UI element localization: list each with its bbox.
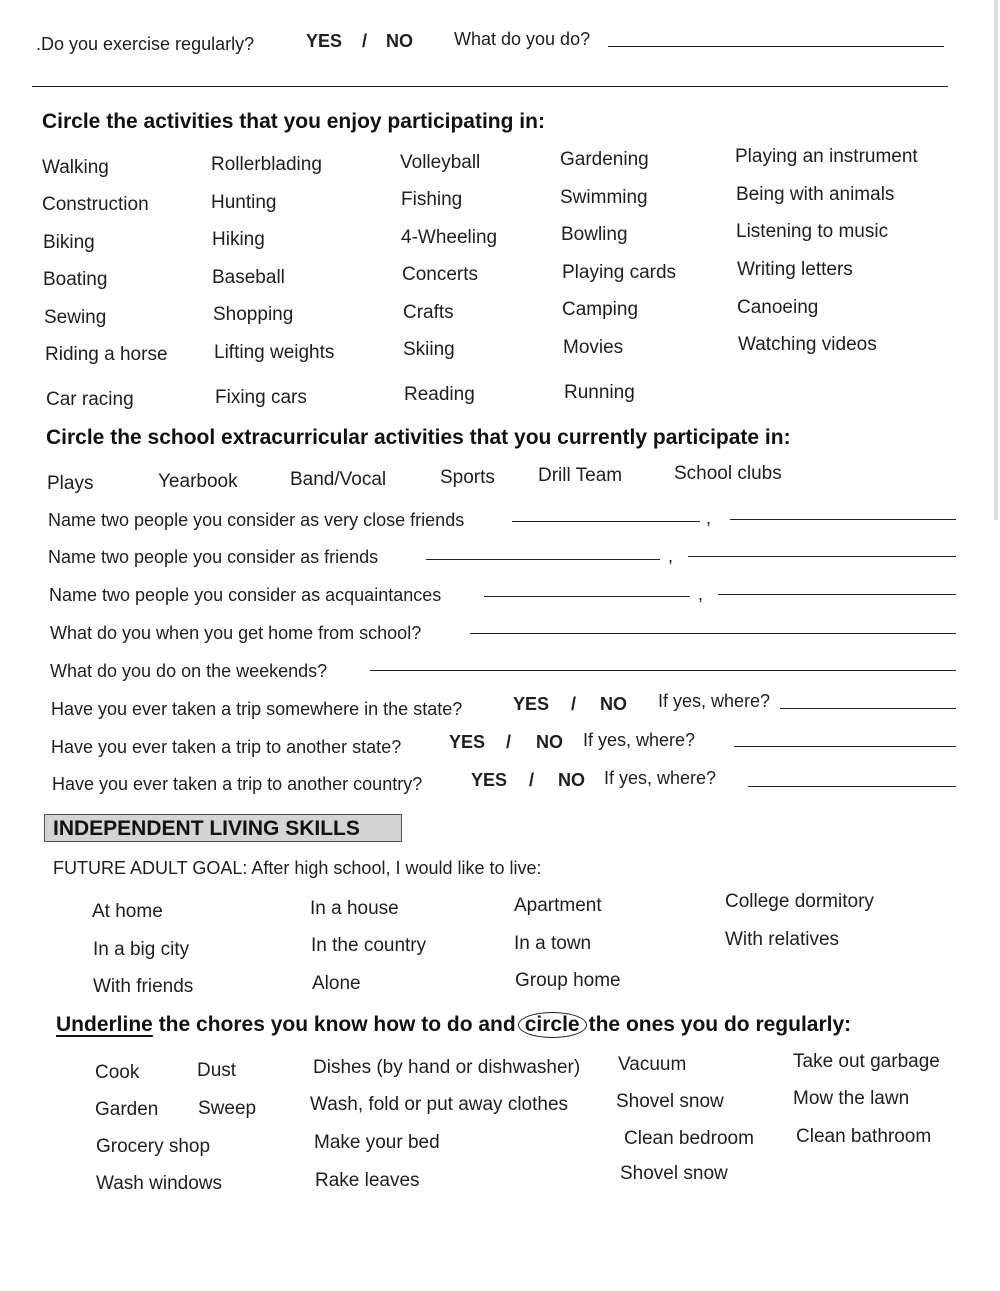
comma: , (698, 584, 704, 604)
activity-item[interactable]: Boating (43, 269, 108, 290)
activity-item[interactable]: Sewing (44, 307, 107, 328)
chore-item[interactable]: Rake leaves (315, 1170, 420, 1191)
scan-edge (994, 0, 998, 520)
activities-heading: Circle the activities that you enjoy participating in: (42, 110, 545, 133)
trip-country-question: Have you ever taken a trip to another country? (52, 774, 423, 794)
trip-state-question: Have you ever taken a trip somewhere in the state? (51, 699, 463, 719)
trip-country-no[interactable]: NO (558, 770, 585, 790)
chore-item[interactable]: Shovel snow (620, 1163, 728, 1184)
activity-item[interactable]: Watching videos (738, 334, 877, 355)
activity-item[interactable]: Movies (563, 337, 624, 358)
activity-item[interactable]: Swimming (560, 187, 648, 208)
activity-item[interactable]: Shopping (213, 304, 294, 325)
living-option[interactable]: At home (92, 901, 163, 922)
friend-1-line[interactable] (426, 559, 660, 560)
chore-item[interactable]: Take out garbage (793, 1051, 940, 1072)
weekends-line[interactable] (370, 670, 956, 671)
trip-state-slash: / (571, 694, 577, 714)
activity-item[interactable]: Camping (562, 299, 639, 320)
activity-item[interactable]: Volleyball (400, 152, 481, 173)
exercise-followup: What do you do? (454, 29, 591, 49)
trip-another-state-yes[interactable]: YES (449, 732, 486, 752)
activity-item[interactable]: Running (564, 382, 635, 403)
activity-item[interactable]: Reading (404, 384, 475, 405)
activity-item[interactable]: Fishing (401, 189, 463, 210)
chore-item[interactable]: Clean bathroom (796, 1126, 932, 1147)
chore-item[interactable]: Wash windows (96, 1173, 223, 1194)
activity-item[interactable]: Concerts (402, 264, 479, 285)
close-friends-question: Name two people you consider as very close friends (48, 510, 465, 530)
activity-item[interactable]: Construction (42, 194, 149, 215)
activity-item[interactable]: Car racing (46, 389, 134, 410)
chore-item[interactable]: Garden (95, 1099, 159, 1120)
activity-item[interactable]: Riding a horse (45, 344, 168, 365)
activity-item[interactable]: Listening to music (736, 221, 889, 242)
exercise-yes[interactable]: YES (306, 31, 343, 51)
trip-another-state-slash: / (506, 732, 512, 752)
activity-item[interactable]: Playing an instrument (735, 146, 918, 167)
living-option[interactable]: In a house (310, 898, 399, 919)
chore-item[interactable]: Clean bedroom (624, 1128, 754, 1149)
trip-state-no[interactable]: NO (600, 694, 627, 714)
trip-another-state-where-line[interactable] (734, 746, 956, 747)
exercise-answer-line[interactable] (608, 46, 944, 47)
activity-item[interactable]: Being with animals (736, 184, 895, 205)
chore-item[interactable]: Shovel snow (616, 1091, 724, 1112)
chore-item[interactable]: Make your bed (314, 1132, 440, 1153)
chores-heading-circle: circle (518, 1012, 587, 1038)
school-activity-item[interactable]: Plays (47, 473, 94, 494)
school-activity-item[interactable]: Band/Vocal (290, 469, 387, 490)
chore-item[interactable]: Vacuum (618, 1054, 687, 1075)
future-goal-text: FUTURE ADULT GOAL: After high school, I would like to live: (53, 858, 542, 878)
living-option[interactable]: College dormitory (725, 891, 874, 912)
activity-item[interactable]: Canoeing (737, 297, 819, 318)
chore-item[interactable]: Mow the lawn (793, 1088, 910, 1109)
after-school-line[interactable] (470, 633, 956, 634)
chore-item[interactable]: Sweep (198, 1098, 257, 1119)
comma: , (668, 546, 674, 566)
activity-item[interactable]: Lifting weights (214, 342, 335, 363)
school-activity-item[interactable]: Yearbook (158, 471, 238, 492)
living-option[interactable]: In a town (514, 933, 592, 954)
exercise-answer-line-2[interactable] (32, 86, 948, 87)
chores-heading-mid: the chores you know how to do and (152, 1013, 516, 1036)
activity-item[interactable]: Biking (43, 232, 95, 253)
acquaintances-question: Name two people you consider as acquaintances (49, 585, 442, 605)
trip-country-slash: / (529, 770, 535, 790)
activity-item[interactable]: Bowling (561, 224, 628, 245)
trip-another-state-question: Have you ever taken a trip to another state? (51, 737, 402, 757)
activity-item[interactable]: Playing cards (562, 262, 677, 283)
comma: , (706, 508, 712, 528)
chores-heading-underline: Underline (56, 1013, 153, 1036)
living-option[interactable]: Group home (515, 970, 621, 991)
after-school-question: What do you when you get home from school? (50, 623, 422, 643)
exercise-question: .Do you exercise regularly? (36, 34, 255, 54)
chore-item[interactable]: Grocery shop (96, 1136, 211, 1157)
living-option[interactable]: With friends (93, 976, 194, 997)
living-option[interactable]: Alone (312, 973, 361, 994)
chore-item[interactable]: Dust (197, 1060, 237, 1081)
acquaintance-2-line[interactable] (718, 594, 956, 595)
activity-item[interactable]: Walking (42, 157, 109, 178)
trip-country-yes[interactable]: YES (471, 770, 508, 790)
friends-question: Name two people you consider as friends (48, 547, 379, 567)
weekends-question: What do you do on the weekends? (50, 661, 328, 681)
exercise-slash: / (362, 31, 368, 51)
trip-country-where-line[interactable] (748, 786, 956, 787)
trip-another-state-no[interactable]: NO (536, 732, 563, 752)
school-heading: Circle the school extracurricular activities that you currently participate in: (46, 426, 791, 449)
school-activity-item[interactable]: Sports (440, 467, 495, 488)
activity-item[interactable]: Skiing (403, 339, 455, 360)
activity-item[interactable]: Crafts (403, 302, 454, 323)
chores-heading (56, 1012, 851, 1038)
living-option[interactable]: With relatives (725, 929, 840, 950)
trip-state-where-line[interactable] (780, 708, 956, 709)
independent-living-badge: INDEPENDENT LIVING SKILLS (44, 814, 402, 842)
activity-item[interactable]: Fixing cars (215, 387, 307, 408)
trip-country-if-yes: If yes, where? (604, 768, 717, 788)
living-option[interactable]: Apartment (514, 895, 602, 916)
close-friend-2-line[interactable] (730, 519, 956, 520)
activity-item[interactable]: Writing letters (737, 259, 853, 280)
chores-heading-end: the ones you do regularly: (588, 1013, 852, 1036)
trip-state-yes[interactable]: YES (513, 694, 550, 714)
trip-state-if-yes: If yes, where? (658, 691, 771, 711)
trip-another-state-if-yes: If yes, where? (583, 730, 696, 750)
acquaintance-1-line[interactable] (484, 596, 690, 597)
chore-item[interactable]: Cook (95, 1062, 140, 1083)
close-friend-1-line[interactable] (512, 521, 700, 522)
activity-item[interactable]: Gardening (560, 149, 649, 170)
exercise-no[interactable]: NO (386, 31, 413, 51)
activity-item[interactable]: Hunting (211, 192, 277, 213)
activity-item[interactable]: Baseball (212, 267, 285, 288)
school-activity-item[interactable]: Drill Team (538, 465, 623, 486)
chore-item[interactable]: Wash, fold or put away clothes (310, 1094, 569, 1115)
living-option[interactable]: In a big city (93, 939, 190, 960)
activity-item[interactable]: Rollerblading (211, 154, 322, 175)
friend-2-line[interactable] (688, 556, 956, 557)
school-activity-item[interactable]: School clubs (674, 463, 782, 484)
living-option[interactable]: In the country (311, 935, 427, 956)
chore-item[interactable]: Dishes (by hand or dishwasher) (313, 1057, 581, 1078)
activity-item[interactable]: 4-Wheeling (401, 227, 498, 248)
activity-item[interactable]: Hiking (212, 229, 265, 250)
